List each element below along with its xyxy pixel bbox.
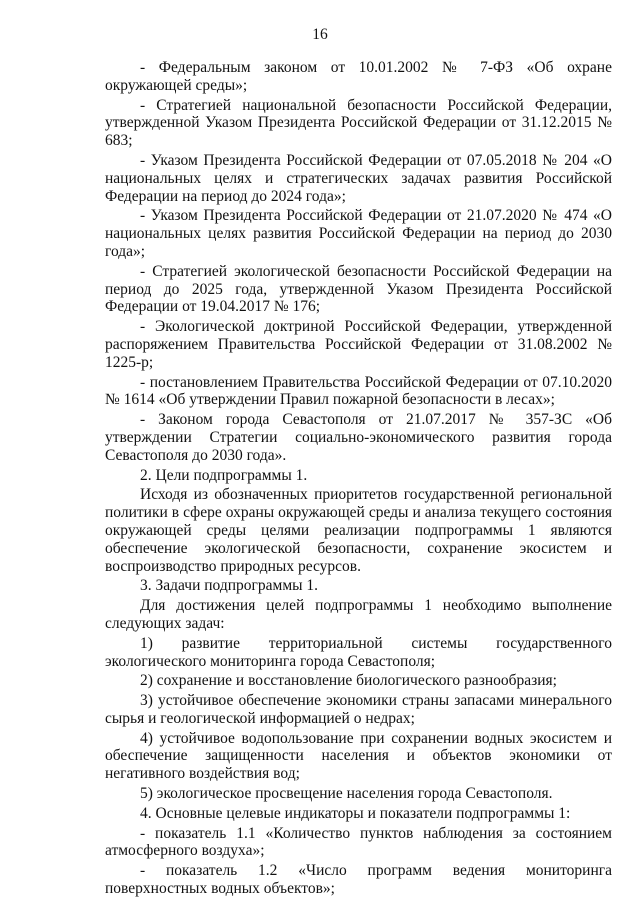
section-heading-goals: 2. Цели подпрограммы 1. (140, 466, 308, 484)
paragraph-decree-474: - Указом Президента Российской Федерации от 21.07.2020 № 474 «О национальных целях развития Российской Федерации на период до 2030 года»; (105, 207, 612, 260)
paragraph-tasks-intro: Для достижения целей подпрограммы 1 необходимо выполнение следующих задач: (105, 597, 612, 632)
paragraph-sevastopol-law: - Законом города Севастополя от 21.07.2017 № 357-ЗС «Об утверждении Стратегии социально-экономического развития города Севастополя до 2030 года». (105, 411, 612, 464)
paragraph-fire-safety-rules: - постановлением Правительства Российской Федерации от 07.10.2020 № 1614 «Об утверждении Правил пожарной безопасности в лесах»; (105, 373, 612, 409)
task-item-4: 4) устойчивое водопользование при сохранении водных экосистем и обеспечение защищенности населения и объектов экономики от негативного воздействия вод; (105, 729, 612, 783)
document-body (105, 59, 612, 900)
indicator-item-1-2: - показатель 1.2 «Число программ ведения мониторинга поверхностных водных объектов»; (105, 862, 612, 898)
paragraph-decree-204: - Указом Президента Российской Федерации от 07.05.2018 № 204 «О национальных целях и стратегических задачах развития Российской Федерации на период до 2024 года»; (105, 151, 612, 205)
task-item-1: 1) развитие территориальной системы государственного экологического мониторинга города Севастополя; (105, 634, 612, 670)
paragraph-law-environment: - Федеральным законом от 10.01.2002 № 7-ФЗ «Об охране окружающей среды»; (105, 59, 612, 94)
task-item-2: 2) сохранение и восстановление биологического разнообразия; (140, 672, 557, 690)
indicator-item-1-1: - показатель 1.1 «Количество пунктов наблюдения за состоянием атмосферного воздуха»; (105, 824, 612, 860)
task-item-3: 3) устойчивое обеспечение экономики страны запасами минерального сырья и геологической информацией о недрах; (105, 692, 612, 727)
section-heading-tasks: 3. Задачи подпрограммы 1. (140, 577, 319, 595)
paragraph-goals: Исходя из обозначенных приоритетов государственной региональной политики в сфере охраны окружающей среды и анализа текущего состояния окружающей среды целями реализации подпрограммы 1 являются обеспечение экологической безопасности, сохранение экосистем и воспроизводство природных ресурсов. (105, 486, 612, 575)
task-item-5: 5) экологическое просвещение населения города Севастополя. (140, 785, 553, 803)
paragraph-national-security-strategy: - Стратегией национальной безопасности Российской Федерации, утвержденной Указом Президента Российской Федерации от 31.12.2015 № 683; (105, 96, 612, 150)
paragraph-ecological-security-strategy: - Стратегией экологической безопасности Российской Федерации на период до 2025 года, утвержденной Указом Президента Российской Федерации от 19.04.2017 № 176; (105, 262, 612, 316)
section-heading-indicators: 4. Основные целевые индикаторы и показатели подпрограммы 1: (140, 804, 571, 822)
page-number: 16 (312, 26, 328, 43)
paragraph-ecological-doctrine: - Экологической доктриной Российской Федерации, утвержденной распоряжением Правительства Российской Федерации от 31.08.2002 № 1225-р; (105, 318, 612, 371)
